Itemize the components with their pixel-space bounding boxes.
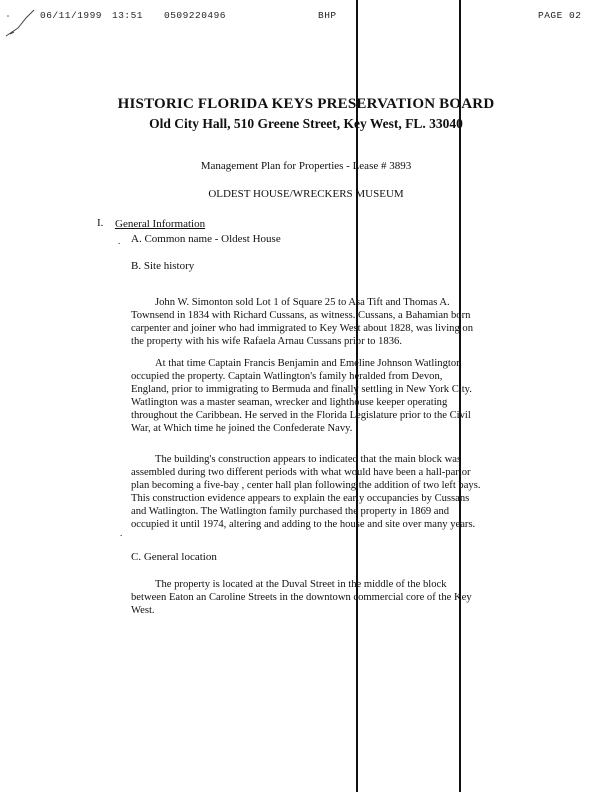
stray-dot: .	[118, 236, 121, 246]
paragraph-site-history-2	[131, 357, 516, 435]
paragraph-general-location	[131, 578, 516, 617]
property-name-heading: OLDEST HOUSE/WRECKERS MUSEUM	[208, 188, 404, 200]
paragraph-line: John W. Simonton sold Lot 1 of Square 25 to Asa Tift and Thomas A.	[155, 297, 450, 308]
paragraph-line: West.	[131, 605, 155, 616]
paragraph-line: Watlington was a master seaman, wrecker and lighthouse keeper operating	[131, 397, 448, 408]
board-title: HISTORIC FLORIDA KEYS PRESERVATION BOARD	[117, 96, 495, 112]
paragraph-line: occupied it until 1974, altering and adding to the house and site over many years.	[131, 519, 476, 530]
pen-mark-icon	[4, 6, 38, 40]
fax-time: 13:51	[112, 10, 144, 21]
fax-header	[0, 10, 612, 24]
subsection-c: C. General location	[131, 551, 217, 563]
paragraph-line: throughout the Caribbean. He served in the Florida Legislature prior to the Civil	[131, 410, 471, 421]
paragraph-line: between Eaton an Caroline Streets in the downtown commercial core of the Key	[131, 592, 472, 603]
paragraph-line: At that time Captain Francis Benjamin and Emeline Johnson Watlington	[155, 358, 462, 369]
paragraph-line: the property with his wife Rafaela Arnau Cussans prior to 1836.	[131, 336, 402, 347]
paragraph-line: plan becoming a five-bay , center hall plan following the addition of two left bays.	[131, 480, 481, 491]
subsection-b: B. Site history	[131, 260, 195, 272]
paragraph-line: England, prior to immigrating to Bermuda and finally settling in New York City.	[131, 384, 472, 395]
paragraph-site-history-3	[131, 453, 516, 531]
fax-number: 0509220496	[164, 10, 227, 21]
subsection-a: A. Common name - Oldest House	[131, 233, 281, 245]
paragraph-line: occupied the property. Captain Watlington's family heralded from Devon,	[131, 371, 443, 382]
paragraph-line: and Watlington. The Watlington family purchased the property in 1869 and	[131, 506, 450, 517]
paragraph-line: The building's construction appears to indicated that the main block was	[155, 454, 462, 465]
fax-date: 06/11/1999	[40, 10, 103, 21]
management-plan-heading: Management Plan for Properties - Lease # 3893	[200, 160, 412, 172]
fax-org: BHP	[318, 10, 337, 21]
paragraph-line: carpenter and joiner who had immigrated to Key West about 1828, was living on	[131, 323, 473, 334]
fax-page: PAGE 02	[538, 10, 582, 21]
section-number: I.	[97, 217, 104, 229]
paragraph-line: The property is located at the Duval Street in the middle of the block	[155, 579, 447, 590]
stray-dot: .	[120, 528, 123, 538]
paragraph-line: Townsend in 1834 with Richard Cussans, as witness. Cussans, a Bahamian born	[131, 310, 471, 321]
board-address: Old City Hall, 510 Greene Street, Key West, FL. 33040	[149, 116, 463, 131]
paragraph-line: assembled during two different periods with what would have been a hall-parlor	[131, 467, 471, 478]
section-title: General Information	[115, 218, 206, 230]
paragraph-line: War, at Which time he joined the Confederate Navy.	[131, 423, 353, 434]
paragraph-line: This construction evidence appears to explain the early occupancies by Cussans	[131, 493, 470, 504]
paragraph-site-history-1	[131, 296, 516, 348]
